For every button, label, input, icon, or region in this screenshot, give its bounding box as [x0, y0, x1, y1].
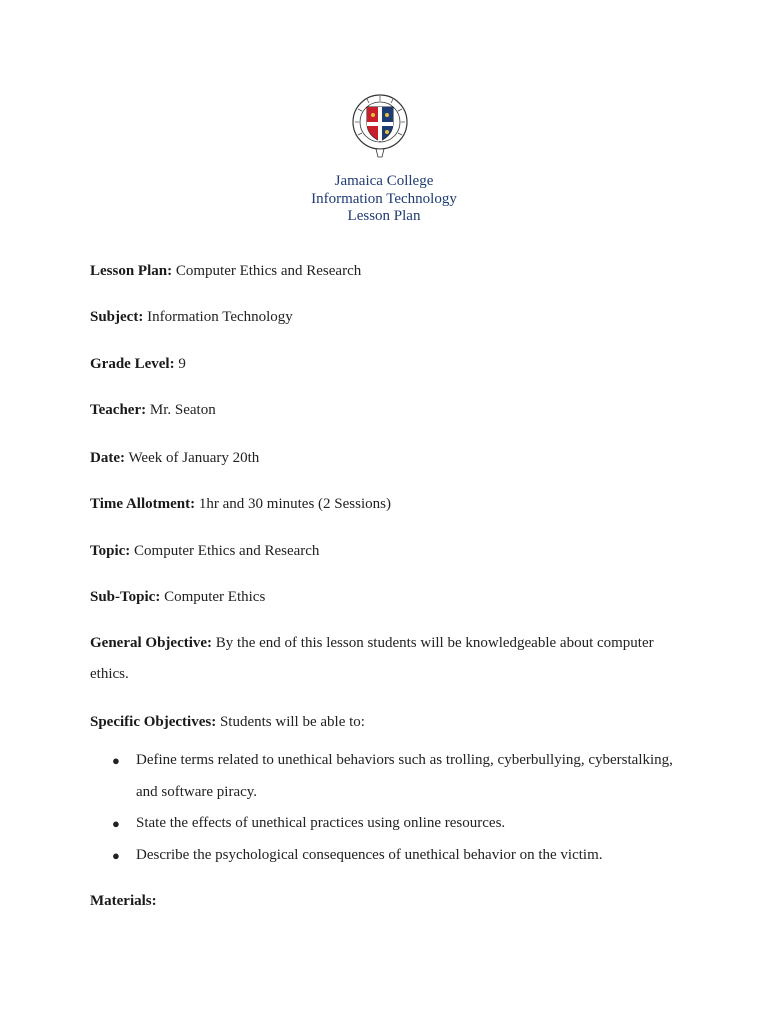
list-item-text: State the effects of unethical practices using online resources. [136, 815, 506, 831]
bullet-icon: ● [112, 816, 120, 831]
field-label: Grade Level: [90, 356, 175, 372]
field-value: 9 [178, 356, 186, 372]
field-label: Date: [90, 450, 125, 466]
document-header [0, 173, 768, 226]
document-type: Lesson Plan [347, 208, 421, 224]
field-label: Sub-Topic: [90, 589, 161, 605]
specific-objectives [90, 713, 365, 731]
field-topic [90, 542, 319, 560]
field-value: Computer Ethics and Research [134, 543, 320, 559]
field-grade-level [90, 355, 186, 373]
field-label: Subject: [90, 309, 144, 325]
list-item [90, 840, 690, 872]
field-value: Mr. Seaton [149, 402, 216, 418]
field-label: Lesson Plan: [90, 263, 173, 279]
field-value: Week of January 20th [128, 450, 260, 466]
field-value: Computer Ethics [164, 589, 266, 605]
specific-objectives-intro: Students will be able to: [219, 714, 365, 730]
field-date [90, 449, 259, 467]
field-value: 1hr and 30 minutes (2 Sessions) [198, 496, 391, 512]
specific-objectives-list [90, 745, 690, 871]
field-teacher [90, 401, 216, 419]
general-objective [90, 628, 680, 690]
field-time-allotment [90, 495, 391, 513]
specific-objectives-label: Specific Objectives: [90, 714, 217, 730]
materials-label: Materials: [90, 893, 157, 909]
general-objective-label: General Objective: [90, 635, 213, 651]
field-sub-topic [90, 588, 265, 606]
bullet-icon: ● [112, 847, 120, 863]
field-label: Time Allotment: [90, 496, 196, 512]
materials [90, 892, 157, 910]
field-label: Teacher: [90, 402, 147, 418]
list-item [90, 745, 690, 808]
list-item-text: Describe the psychological consequences of unethical behavior on the victim. [136, 846, 603, 863]
list-item-text: Define terms related to unethical behaviors such as trolling, cyberbullying, cyberstalking, and software piracy. [136, 752, 673, 800]
school-name: Jamaica College [334, 173, 434, 189]
field-subject [90, 308, 293, 326]
field-lesson-plan [90, 262, 361, 280]
field-value: Information Technology [147, 309, 293, 325]
school-crest-icon [351, 91, 409, 159]
general-objective-text: By the end of this lesson students will be knowledgeable about computer ethics. [90, 635, 654, 682]
department-name: Information Technology [311, 190, 457, 207]
field-value: Computer Ethics and Research [175, 263, 362, 279]
bullet-icon: ● [112, 753, 120, 768]
field-label: Topic: [90, 543, 131, 559]
list-item [90, 808, 690, 840]
